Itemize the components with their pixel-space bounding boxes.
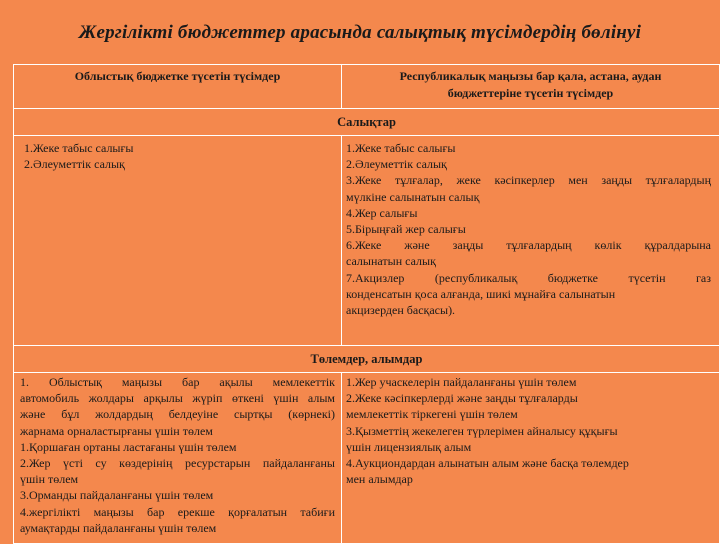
payments-regional-line: 4.жергілікті маңызы бар ерекше қорғалатын табиғи <box>20 504 335 519</box>
taxes-city-line: 3.Жеке тұлғалар, жеке кәсіпкерлер мен заңды тұлғалардың <box>346 173 711 188</box>
header-row <box>14 65 720 109</box>
header-regional-budget <box>14 65 342 109</box>
payments-city-line: 2.Жеке кәсіпкерлерді және заңды тұлғаларды <box>346 391 578 406</box>
taxes-regional-cell <box>14 136 342 346</box>
taxes-regional-list <box>24 140 337 172</box>
payments-city-list <box>346 374 711 487</box>
header-left-label: Облыстық бюджетке түсетін түсімдер <box>74 69 281 83</box>
taxes-city-line: 4.Жер салығы <box>346 205 418 220</box>
taxes-city-line: 5.Бірыңғай жер салығы <box>346 222 466 237</box>
taxes-city-cell <box>342 136 720 346</box>
taxes-city-line: конденсатын қоса алғанда, шикі мұнайға салынатын <box>346 286 616 301</box>
payments-city-line: мен алымдар <box>346 472 413 487</box>
payments-city-line: 3.Қызметтің жекелеген түрлерімен айналысу құқығы <box>346 423 618 438</box>
payments-city-cell <box>342 373 720 544</box>
payments-city-line: үшін лицензиялық алым <box>346 439 472 454</box>
payments-regional-line: 3.Орманды пайдаланғаны үшін төлем <box>20 488 214 503</box>
payments-band: Төлемдер, алымдар <box>14 346 720 373</box>
payments-regional-line: және бұл жолдардың белдеуіне сыртқы (көрнекі) <box>20 407 335 422</box>
payments-regional-line: 1. Облыстық маңызы бар ақылы мемлекеттік <box>20 375 335 389</box>
taxes-regional-line: 1.Жеке табыс салығы <box>24 141 134 155</box>
page-title: Жергілікті бюджеттер арасында салықтық түсімдердің бөлінуі <box>78 22 642 43</box>
header-right-label-line2: бюджеттеріне түсетін түсімдер <box>447 86 614 100</box>
payments-regional-cell <box>14 373 342 544</box>
payments-city-line: мемлекеттік тіркегені үшін төлем <box>346 407 518 422</box>
header-right-label-line1: Республикалық маңызы бар қала, астана, аудан <box>399 69 662 83</box>
taxes-city-line: 7.Акцизлер (республикалық бюджетке түсетін газ <box>346 270 711 285</box>
taxes-regional-line: 2.Әлеуметтік салық <box>24 157 125 172</box>
taxes-city-line: 2.Әлеуметтік салық <box>346 157 447 172</box>
taxes-band-row <box>14 109 720 136</box>
payments-regional-list <box>20 374 335 536</box>
payments-regional-line: үшін төлем <box>20 472 79 487</box>
taxes-city-line: акцизерден басқасы). <box>346 303 456 318</box>
taxes-row <box>14 136 720 346</box>
taxes-city-line: мүлкіне салынатын салық <box>346 189 480 204</box>
taxes-band: Салықтар <box>14 109 720 136</box>
taxes-city-list <box>346 140 711 318</box>
payments-regional-line: жарнама орналастырғаны үшін төлем <box>20 423 213 438</box>
taxes-city-line: салынатын салық <box>346 254 436 269</box>
payments-band-row <box>14 346 720 373</box>
payments-city-line: 4.Аукциондардан алынатын алым және басқа төлемдер <box>346 456 629 471</box>
payments-regional-line: аумақтарды пайдаланғаны үшін төлем <box>20 520 217 535</box>
payments-row <box>14 373 720 544</box>
payments-city-line: 1.Жер учаскелерін пайдаланғаны үшін төлем <box>346 375 577 389</box>
payments-regional-line: 2.Жер үсті су көздерінің ресурстарын пайдаланғаны <box>20 456 335 471</box>
payments-regional-line: 1.Қоршаған ортаны ластағаны үшін төлем <box>20 439 237 454</box>
tax-distribution-table <box>13 64 720 544</box>
payments-regional-line: автомобиль жолдары арқылы жүріп өткені үшін алым <box>20 391 335 406</box>
header-city-district-budget <box>342 65 720 109</box>
taxes-city-line: 1.Жеке табыс салығы <box>346 141 456 155</box>
taxes-city-line: 6.Жеке және заңды тұлғалардың көлік құралдарына <box>346 238 711 253</box>
